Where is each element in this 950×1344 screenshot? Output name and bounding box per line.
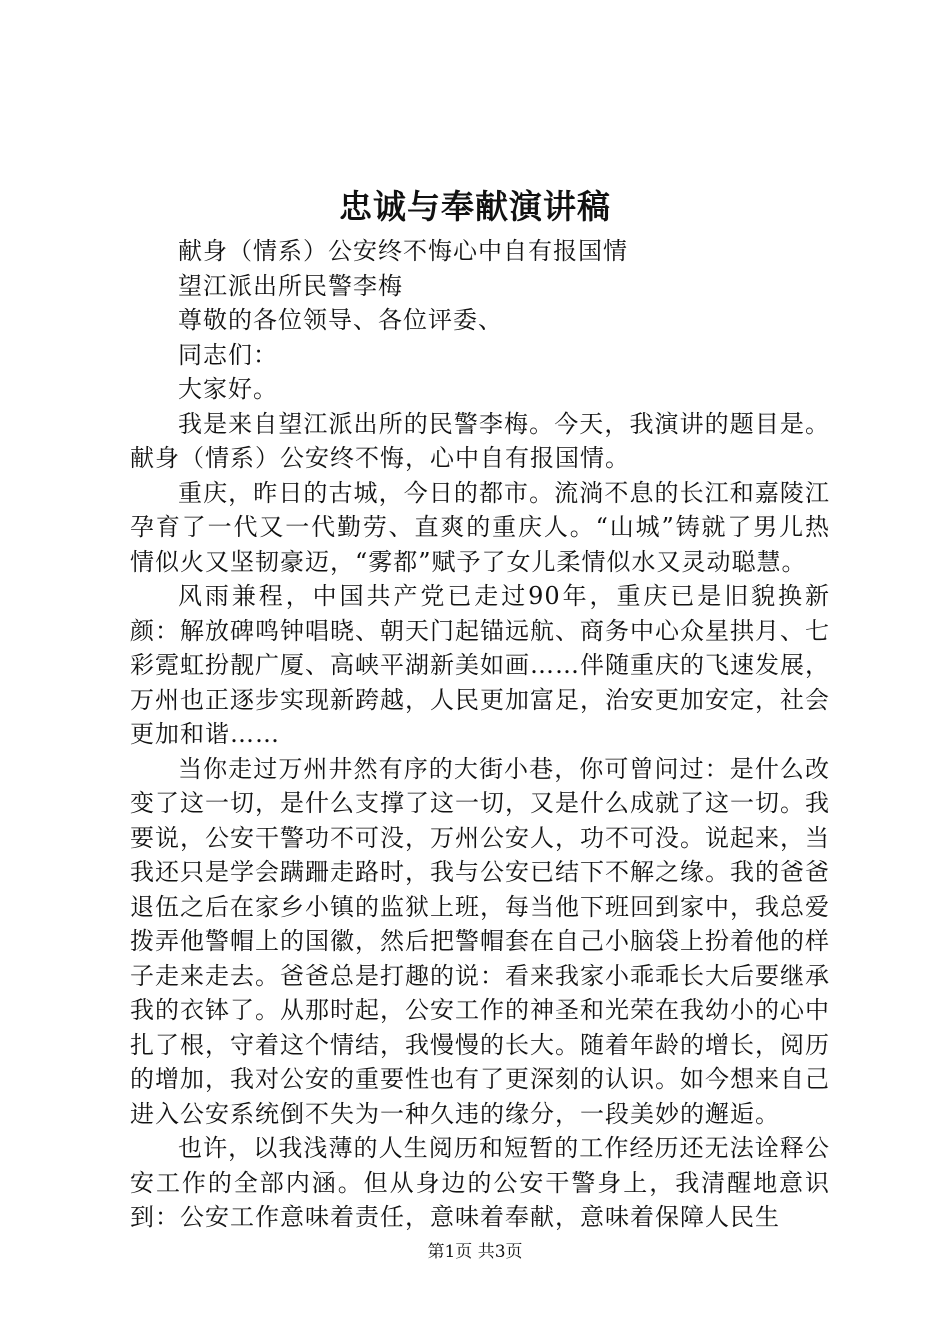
paragraph-salutation: 尊敬的各位领导、各位评委、 (178, 306, 503, 334)
paragraph-story: 当你走过万州井然有序的大街小巷，你可曾问过：是什么改变了这一切，是什么支撑了这一切，又是什么成就了这一切。我要说，公安干警功不可没，万州公安人，功不可没。说起来，当我还只是学会蹒跚走路时，我与公安已结下不解之缘。我的爸爸退伍之后在家乡小镇的监狱上班，每当他下班回到家中，我总爱拨弄他警帽上的国徽，然后把警帽套在自己小脑袋上扮着他的样子走来走去。爸爸总是打趣的说：看来我家小乖乖长大后要继承我的衣钵了。从那时起，公安工作的神圣和光荣在我幼小的心中扎了根，守着这个情结，我慢慢的长大。随着年龄的增长，阅历的增加，我对公安的重要性也有了更深刻的认识。如今想来自己进入公安系统倒不失为一种久违的缘分，一段美妙的邂逅。 (130, 754, 830, 1128)
paragraph-meaning: 也许，以我浅薄的人生阅历和短暂的工作经历还无法诠释公安工作的全部内涵。但从身边的公安干警身上，我清醒地意识到：公安工作意味着责任，意味着奉献，意味着保障人民生 (130, 1134, 830, 1231)
page-number-footer: 第1页 共3页 (427, 1242, 523, 1262)
paragraph-subtitle: 献身（情系）公安终不悔心中自有报国情 (178, 237, 628, 265)
paragraph-development: 风雨兼程，中国共产党已走过90年，重庆已是旧貌换新颜：解放碑鸣钟唱晓、朝天门起锚远航、商务中心众星拱月、七彩霓虹扮靓广厦、高峡平湖新美如画……伴随重庆的飞速发展，万州也正逐步实现新跨越，人民更加富足，治安更加安定，社会更加和谐…… (130, 582, 830, 748)
paragraph-salutation-comrades: 同志们： (178, 340, 278, 369)
document-body (130, 234, 830, 1235)
paragraph-chongqing: 重庆，昨日的古城，今日的都市。流淌不息的长江和嘉陵江孕育了一代又一代勤劳、直爽的重庆人。“山城”铸就了男儿热情似火又坚韧豪迈，“雾都”赋予了女儿柔情似水又灵动聪慧。 (130, 478, 830, 576)
paragraph-author: 望江派出所民警李梅 (178, 271, 403, 300)
paragraph-introduction: 我是来自望江派出所的民警李梅。今天，我演讲的题目是。献身（情系）公安终不悔，心中自有报国情。 (130, 409, 830, 472)
document-title: 忠诚与奉献演讲稿 (339, 187, 611, 226)
paragraph-greeting: 大家好。 (178, 375, 278, 403)
